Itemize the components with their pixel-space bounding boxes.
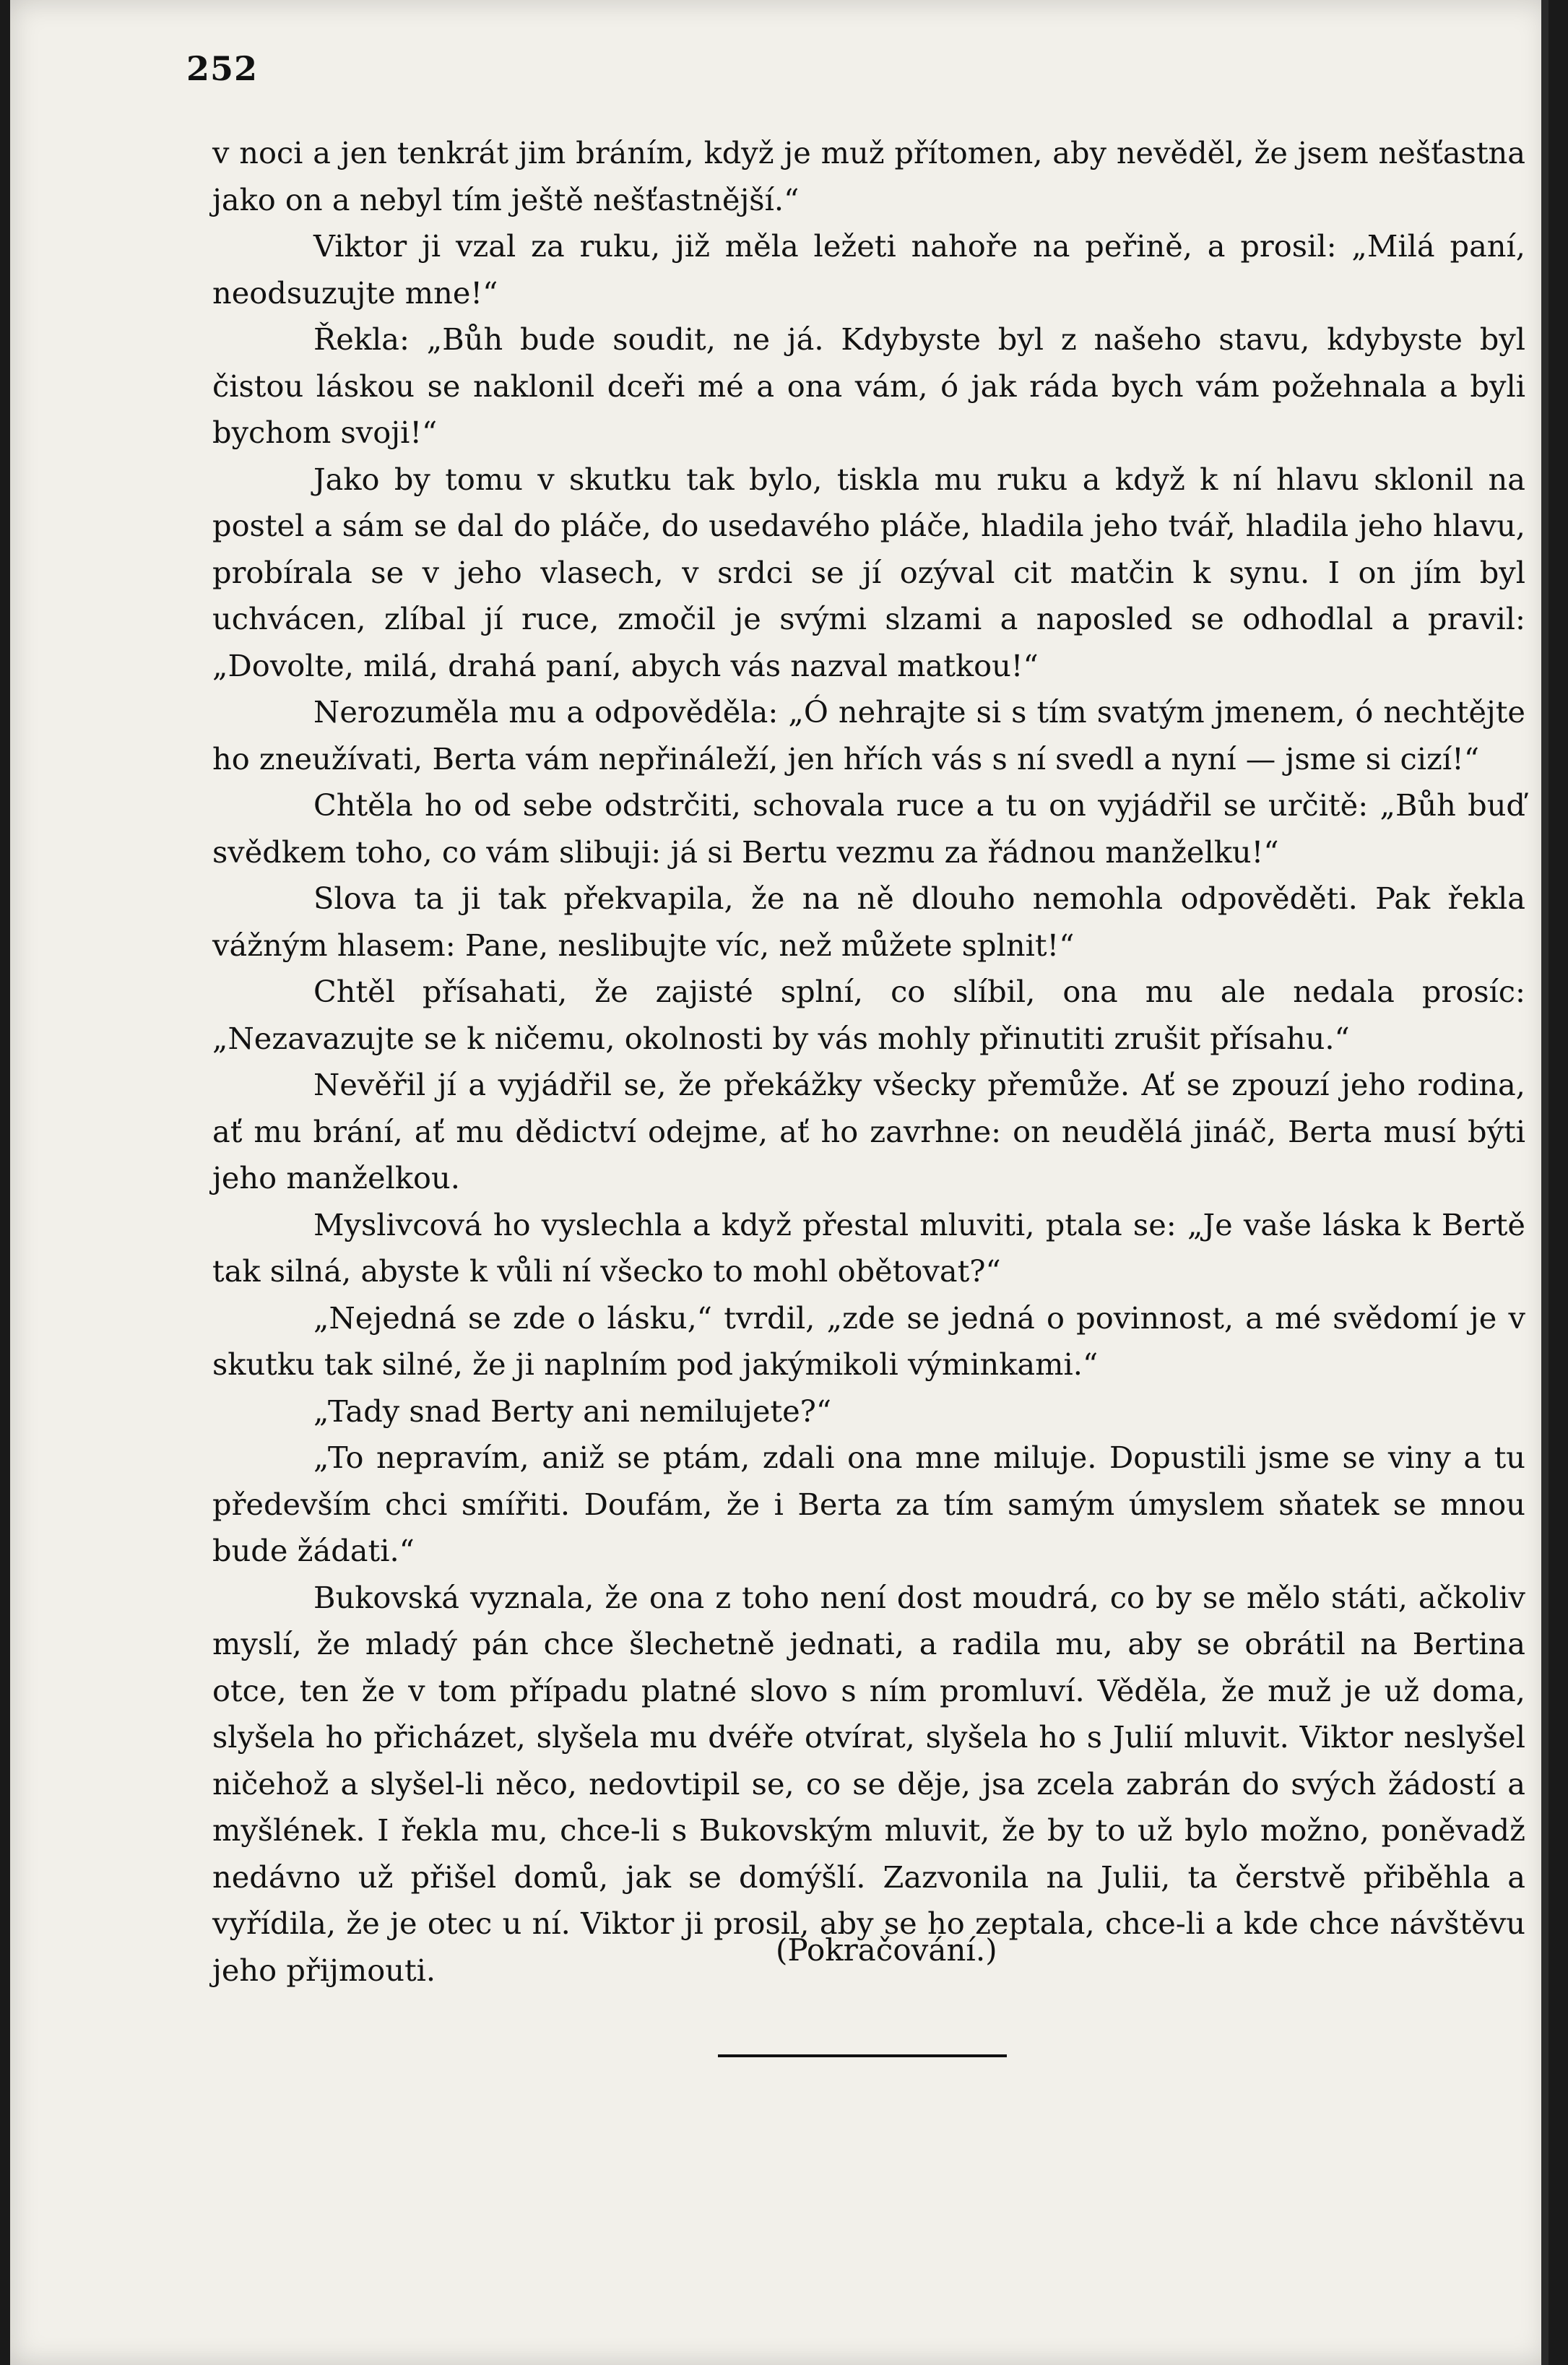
page bbox=[10, 0, 1548, 2365]
paragraph: v noci a jen tenkrát jim bráním, když je muž přítomen, aby nevěděl, že jsem nešťastna jako on a nebyl tím ještě nešťastnější.“ bbox=[212, 135, 1525, 217]
body-text bbox=[212, 130, 1525, 1994]
paragraph: Řekla: „Bůh bude soudit, ne já. Kdybyste byl z našeho stavu, kdybyste byl čistou láskou se naklonil dceři mé a ona vám, ó jak ráda bych vám požehnala a byli bychom svoji!“ bbox=[212, 321, 1525, 450]
paragraph: Slova ta ji tak překvapila, že na ně dlouho nemohla odpověděti. Pak řekla vážným hlasem: Pane, neslibujte víc, než můžete splnit!“ bbox=[212, 881, 1525, 963]
page-number: 252 bbox=[186, 49, 259, 88]
paragraph: Nerozuměla mu a odpověděla: „Ó nehrajte si s tím svatým jmenem, ó nechtějte ho zneužívati, Berta vám nepřináleží, jen hřích vás s ní svedl a nyní — jsme si cizí!“ bbox=[212, 694, 1525, 777]
paragraph: Myslivcová ho vyslechla a když přestal mluviti, ptala se: „Je vaše láska k Bertě tak silná, abyste k vůli ní všecko to mohl obětovat?“ bbox=[212, 1206, 1525, 1289]
paragraph: Bukovská vyznala, že ona z toho není dost moudrá, co by se mělo státi, ačkoliv myslí, že mladý pán chce šlechetně jednati, a radila mu, aby se obrátil na Bertina otce, ten že v tom případu platné slovo s ním promluví. Věděla, že muž je už doma, slyšela ho přicházet, slyšela mu dvéře otvírat, slyšela ho s Julií mluvit. Viktor neslyšel ničehož a slyšel-li něco, nedovtipil se, co se děje, jsa zcela zabrán do svých žádostí a myšlének. I řekla mu, chce-li s Bukovským mluvit, že by to už bylo možno, poněvadž nedávno už přišel domů, jak se domýšlí. Zazvonila na Julii, ta čerstvě přiběhla a vyřídila, že je otec u ní. Viktor ji prosil, aby se ho zeptala, chce-li a kde chce návštěvu jeho přijmouti. bbox=[212, 1579, 1525, 1988]
paragraph: Chtěla ho od sebe odstrčiti, schovala ruce a tu on vyjádřil se určitě: „Bůh buď svědkem toho, co vám slibuji: já si Bertu vezmu za řádnou manželku!“ bbox=[212, 787, 1525, 870]
section-divider bbox=[718, 2054, 1007, 2057]
paragraph: Chtěl přísahati, že zajisté splní, co slíbil, ona mu ale nedala prosíc: „Nezavazujte se k ničemu, okolnosti by vás mohly přinutiti zrušit přísahu.“ bbox=[212, 974, 1525, 1056]
paragraph: „Nejedná se zde o lásku,“ tvrdil, „zde se jedná o povinnost, a mé svědomí je v skutku tak silné, že ji naplním pod jakýmikoli výminkami.“ bbox=[212, 1300, 1525, 1382]
paragraph: „To nepravím, aniž se ptám, zdali ona mne miluje. Dopustili jsme se viny a tu především chci smířiti. Doufám, že i Berta za tím samým úmyslem sňatek se mnou bude žádati.“ bbox=[212, 1440, 1525, 1568]
paragraph: „Tady snad Berty ani nemilujete?“ bbox=[313, 1393, 832, 1429]
paragraph: Nevěřil jí a vyjádřil se, že překážky všecky přemůže. Ať se zpouzí jeho rodina, ať mu brání, ať mu dědictví odejme, ať ho zavrhne: on neudělá jináč, Berta musí býti jeho manželkou. bbox=[212, 1067, 1525, 1196]
paragraph: Jako by tomu v skutku tak bylo, tiskla mu ruku a když k ní hlavu sklonil na postel a sám se dal do pláče, do usedavého pláče, hladila jeho tvář, hladila jeho hlavu, probírala se v jeho vlasech, v srdci se jí ozýval cit matčin k synu. I on jím byl uchvácen, zlíbal jí ruce, zmočil je svými slzami a naposled se odhodlal a pravil: „Dovolte, milá, drahá paní, abych vás nazval matkou!“ bbox=[212, 461, 1525, 683]
continuation-note: (Pokračování.) bbox=[776, 1932, 997, 1968]
page-edge bbox=[1541, 0, 1548, 2365]
paragraph: Viktor ji vzal za ruku, již měla ležeti nahoře na peřině, a prosil: „Milá paní, neodsuzujte mne!“ bbox=[212, 228, 1525, 311]
